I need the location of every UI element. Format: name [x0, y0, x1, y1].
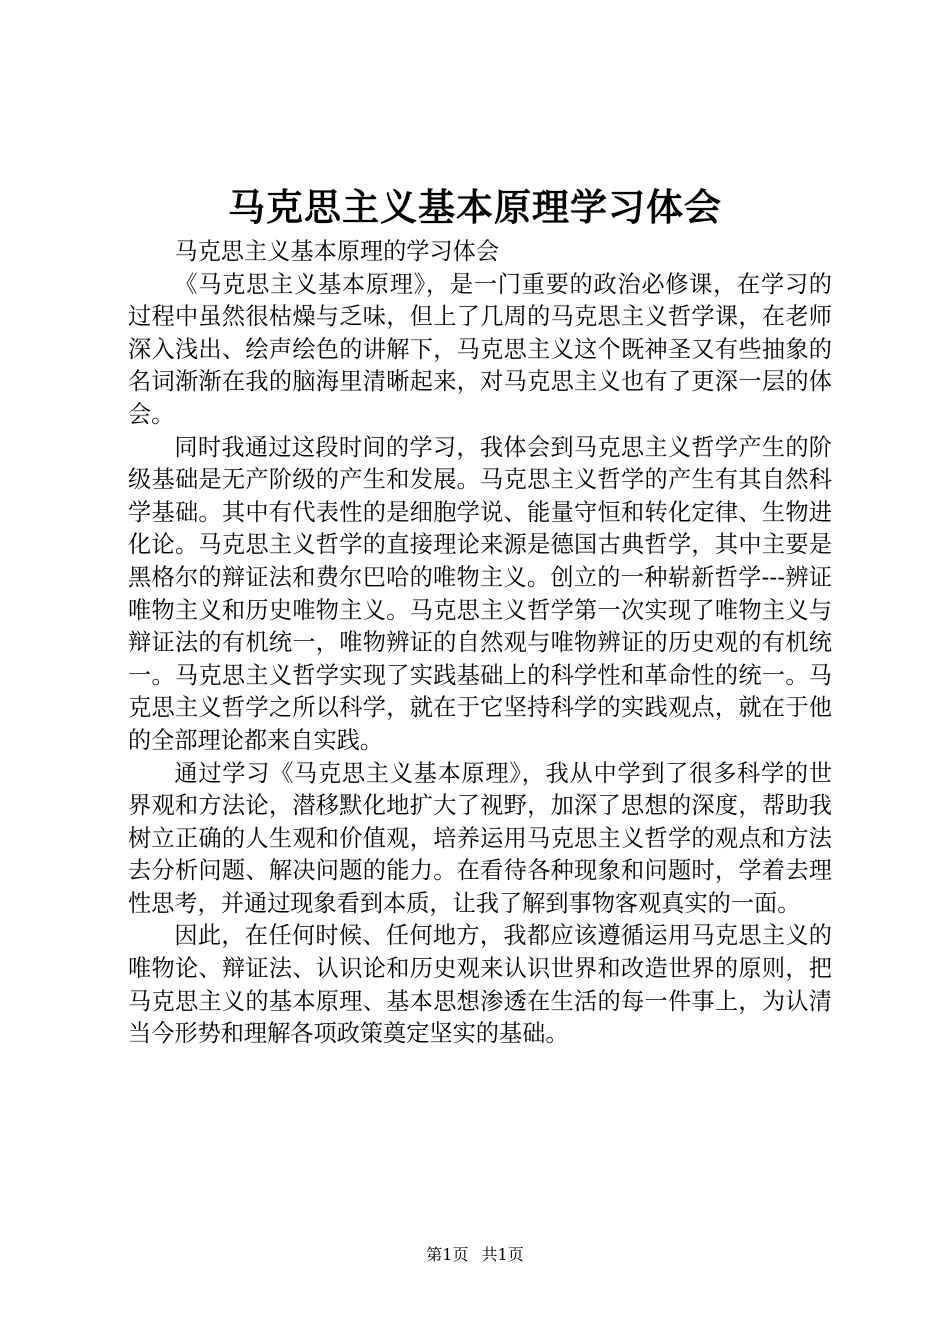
body-paragraph: 《马克思主义基本原理》，是一门重要的政治必修课，在学习的过程中虽然很枯燥与乏味，但上了几周的马克思主义哲学课，在老师深入浅出、绘声绘色的讲解下，马克思主义这个既神圣又有些抽象的名词渐渐在我的脑海里清晰起来，对马克思主义也有了更深一层的体会。	[128, 270, 832, 428]
page-total: 共1页	[481, 1245, 524, 1264]
body-paragraph: 因此，在任何时候、任何地方，我都应该遵循运用马克思主义的唯物论、辩证法、认识论和历史观来认识世界和改造世界的原则，把马克思主义的基本原理、基本思想渗透在生活的每一件事上，为认清当今形势和理解各项政策奠定坚实的基础。	[128, 922, 832, 1048]
document-title: 马克思主义基本原理学习体会	[228, 186, 722, 229]
subtitle-paragraph: 马克思主义基本原理的学习体会	[174, 238, 500, 265]
page-footer	[0, 1243, 950, 1267]
body-paragraph: 通过学习《马克思主义基本原理》，我从中学到了很多科学的世界观和方法论，潜移默化地扩大了视野，加深了思想的深度，帮助我树立正确的人生观和价值观，培养运用马克思主义哲学的观点和方法去分析问题、解决问题的能力。在看待各种现象和问题时，学着去理性思考，并通过现象看到本质，让我了解到事物客观真实的一面。	[128, 759, 832, 917]
document-body	[128, 236, 832, 1051]
page-number: 第1页	[426, 1245, 469, 1264]
body-paragraph: 同时我通过这段时间的学习，我体会到马克思主义哲学产生的阶级基础是无产阶级的产生和发展。马克思主义哲学的产生有其自然科学基础。其中有代表性的是细胞学说、能量守恒和转化定律、生物进化论。马克思主义哲学的直接理论来源是德国古典哲学，其中主要是黑格尔的辩证法和费尔巴哈的唯物主义。创立的一种崭新哲学---辨证唯物主义和历史唯物主义。马克思主义哲学第一次实现了唯物主义与辩证法的有机统一，唯物辨证的自然观与唯物辨证的历史观的有机统一。马克思主义哲学实现了实践基础上的科学性和革命性的统一。马克思主义哲学之所以科学，就在于它坚持科学的实践观点，就在于他的全部理论都来自实践。	[128, 433, 832, 754]
